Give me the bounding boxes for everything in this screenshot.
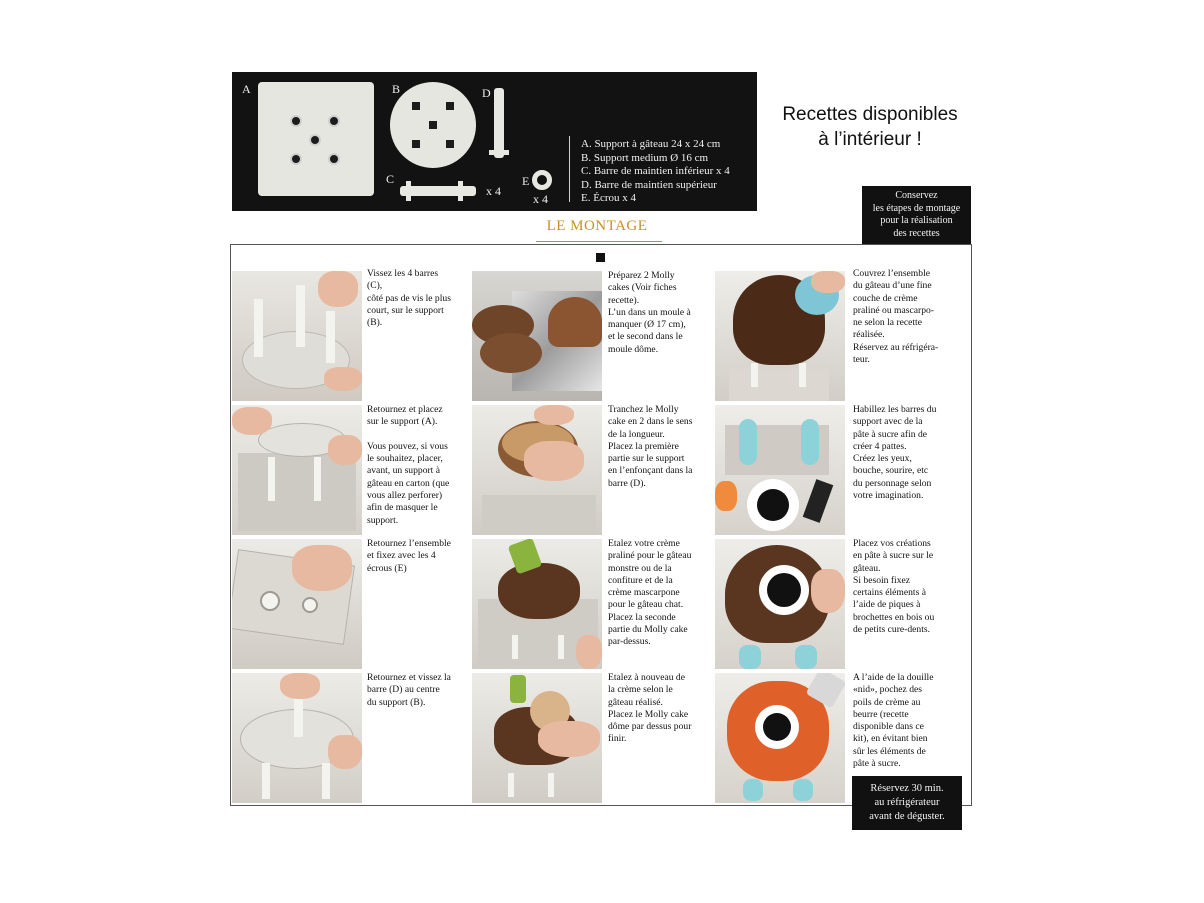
legend-divider <box>569 136 570 202</box>
step-2-text: Retournez et placez sur le support (A). Vous pouvez, si vous le souhaitez, placer, avant, un support à gâteau en carton (que vous allez perforer) afin de masquer le support. <box>367 404 450 526</box>
support-square-image <box>258 82 374 196</box>
bullet-square <box>596 253 605 262</box>
support-round-image <box>390 82 476 168</box>
step-8-photo <box>472 673 602 803</box>
step-12-photo <box>715 673 845 803</box>
step-5-text: Préparez 2 Molly cakes (Voir fiches recette). L’un dans un moule à manquer (Ø 17 cm), et le second dans le moule dôme. <box>608 270 691 355</box>
step-7-photo <box>472 539 602 669</box>
nut-image <box>532 170 552 190</box>
step-11-photo <box>715 539 845 669</box>
part-d-label: D <box>482 86 491 100</box>
step-9-photo <box>715 271 845 401</box>
part-a-label: A <box>242 82 251 96</box>
keep-steps-note: Conservez les étapes de montage pour la réalisation des recettes <box>862 186 971 244</box>
step-1-text: Vissez les 4 barres (C), côté pas de vis le plus court, sur le support (B). <box>367 268 451 329</box>
step-3-text: Retournez l’ensemble et fixez avec les 4 écrous (E) <box>367 538 451 574</box>
upper-rod-image <box>494 88 504 158</box>
legend-item: C. Barre de maintien inférieur x 4 <box>581 165 730 177</box>
step-4-photo <box>232 673 362 803</box>
part-b-label: B <box>392 82 401 96</box>
step-9-text: Couvrez l’ensemble du gâteau d’une fine couche de crème praliné ou mascarpo- ne selon la recette réalisée. Réservez au réfrigéra- teur. <box>853 268 939 366</box>
refrigerate-note: Réservez 30 min. au réfrigérateur avant de déguster. <box>852 776 962 830</box>
step-8-text: Etalez à nouveau de la crème selon le gâteau réalisé. Placez le Molly cake dôme par dessus pour finir. <box>608 672 692 745</box>
step-7-text: Etalez votre crème praliné pour le gâteau monstre ou de la confiture et de la crème mascarpone pour le gâteau chat. Placez la seconde partie du Molly cake par-dessus. <box>608 538 692 648</box>
legend-item: D. Barre de maintien supérieur <box>581 178 717 191</box>
step-3-photo <box>232 539 362 669</box>
montage-title: LE MONTAGE <box>533 218 661 235</box>
step-10-text: Habillez les barres du support avec de la pâte à sucre afin de créer 4 pattes. Créez les yeux, bouche, sourire, etc du personnage selon votre imagination. <box>853 404 937 502</box>
part-e-label: E <box>522 174 530 188</box>
step-5-photo <box>472 271 602 401</box>
part-e-qty: x 4 <box>533 192 548 206</box>
step-10-photo <box>715 405 845 535</box>
title-underline <box>536 241 662 242</box>
legend-item: E. Écrou x 4 <box>581 192 636 204</box>
parts-panel <box>232 72 757 211</box>
step-1-photo <box>232 271 362 401</box>
lower-rod-image <box>400 186 476 196</box>
step-11-text: Placez vos créations en pâte à sucre sur le gâteau. Si besoin fixez certains éléments à l’aide de piques à brochettes en bois ou de petits cure-dents. <box>853 538 935 636</box>
parts-legend <box>581 138 730 206</box>
step-2-photo <box>232 405 362 535</box>
step-6-text: Tranchez le Molly cake en 2 dans le sens de la longueur. Placez la première partie sur le support en l’enfonçant dans la barre (D). <box>608 404 693 489</box>
step-6-photo <box>472 405 602 535</box>
part-c-label: C <box>386 172 395 186</box>
legend-item: B. Support medium Ø 16 cm <box>581 151 709 164</box>
recipes-available-heading: Recettes disponibles à l’intérieur ! <box>782 104 958 150</box>
legend-item: A. Support à gâteau 24 x 24 cm <box>581 138 721 150</box>
step-12-text: A l’aide de la douille «nid», pochez des poils de crème au beurre (recette disponible dans ce kit), en évitant bien sûr les éléments de pâte à sucre. <box>853 672 934 770</box>
part-c-qty: x 4 <box>486 184 501 198</box>
step-4-text: Retournez et vissez la barre (D) au centre du support (B). <box>367 672 451 708</box>
